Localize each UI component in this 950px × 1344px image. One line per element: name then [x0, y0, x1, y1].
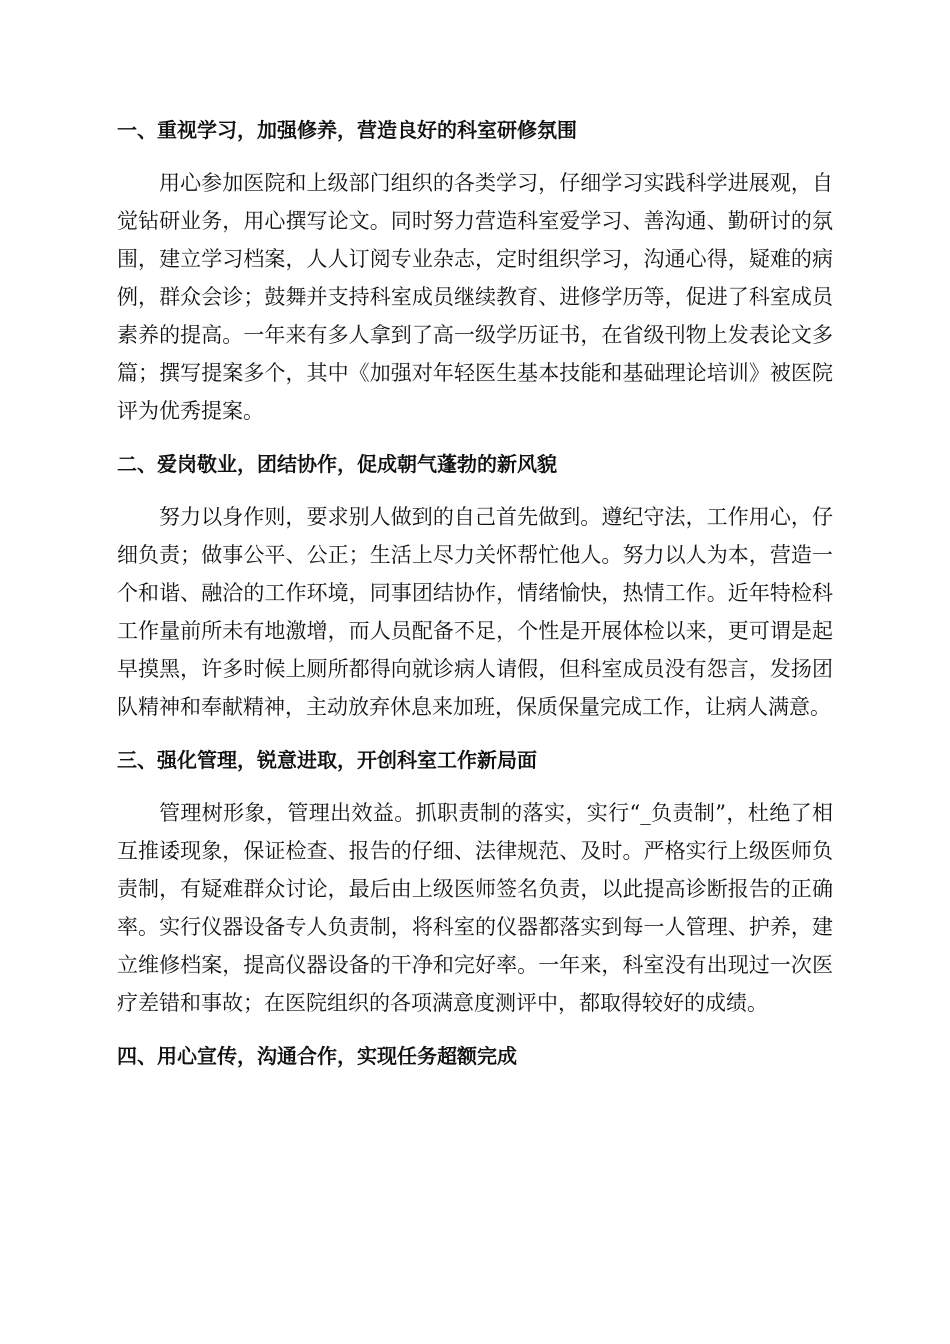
section-body-2: 努力以身作则，要求别人做到的自己首先做到。遵纪守法，工作用心，仔细负责；做事公平、公正；生活上尽力关怀帮忙他人。努力以人为本，营造一个和谐、融洽的工作环境，同事团结协作，情绪愉快，热情工作。近年特检科工作量前所未有地激增，而人员配备不足，个性是开展体检以来，更可谓是起早摸黑，许多时候上厕所都得向就诊病人请假，但科室成员没有怨言，发扬团队精神和奉献精神，主动放弃休息来加班，保质保量完成工作，让病人满意。	[117, 505, 833, 719]
section-heading-2: 二、爱岗敬业，团结协作，促成朝气蓬勃的新风貌	[117, 452, 557, 476]
section-heading-1: 一、重视学习，加强修养，营造良好的科室研修氛围	[117, 118, 577, 142]
section-heading-3: 三、强化管理，锐意进取，开创科室工作新局面	[117, 748, 537, 772]
section-heading-4: 四、用心宣传，沟通合作，实现任务超额完成	[117, 1044, 517, 1068]
section-body-1: 用心参加医院和上级部门组织的各类学习，仔细学习实践科学进展观，自觉钻研业务，用心撰写论文。同时努力营造科室爱学习、善沟通、勤研讨的氛围，建立学习档案，人人订阅专业杂志，定时组织学习，沟通心得，疑难的病例，群众会诊；鼓舞并支持科室成员继续教育、进修学历等，促进了科室成员素养的提高。一年来有多人拿到了高一级学历证书，在省级刊物上发表论文多篇；撰写提案多个，其中《加强对年轻医生基本技能和基础理论培训》被医院评为优秀提案。	[117, 171, 833, 423]
section-body-3: 管理树形象，管理出效益。抓职责制的落实，实行“_负责制”，杜绝了相互推诿现象，保证检查、报告的仔细、法律规范、及时。严格实行上级医师负责制，有疑难群众讨论，最后由上级医师签名负责，以此提高诊断报告的正确率。实行仪器设备专人负责制，将科室的仪器都落实到每一人管理、护养，建立维修档案，提高仪器设备的干净和完好率。一年来，科室没有出现过一次医疗差错和事故；在医院组织的各项满意度测评中，都取得较好的成绩。	[117, 801, 833, 1015]
document-page	[117, 112, 833, 1074]
